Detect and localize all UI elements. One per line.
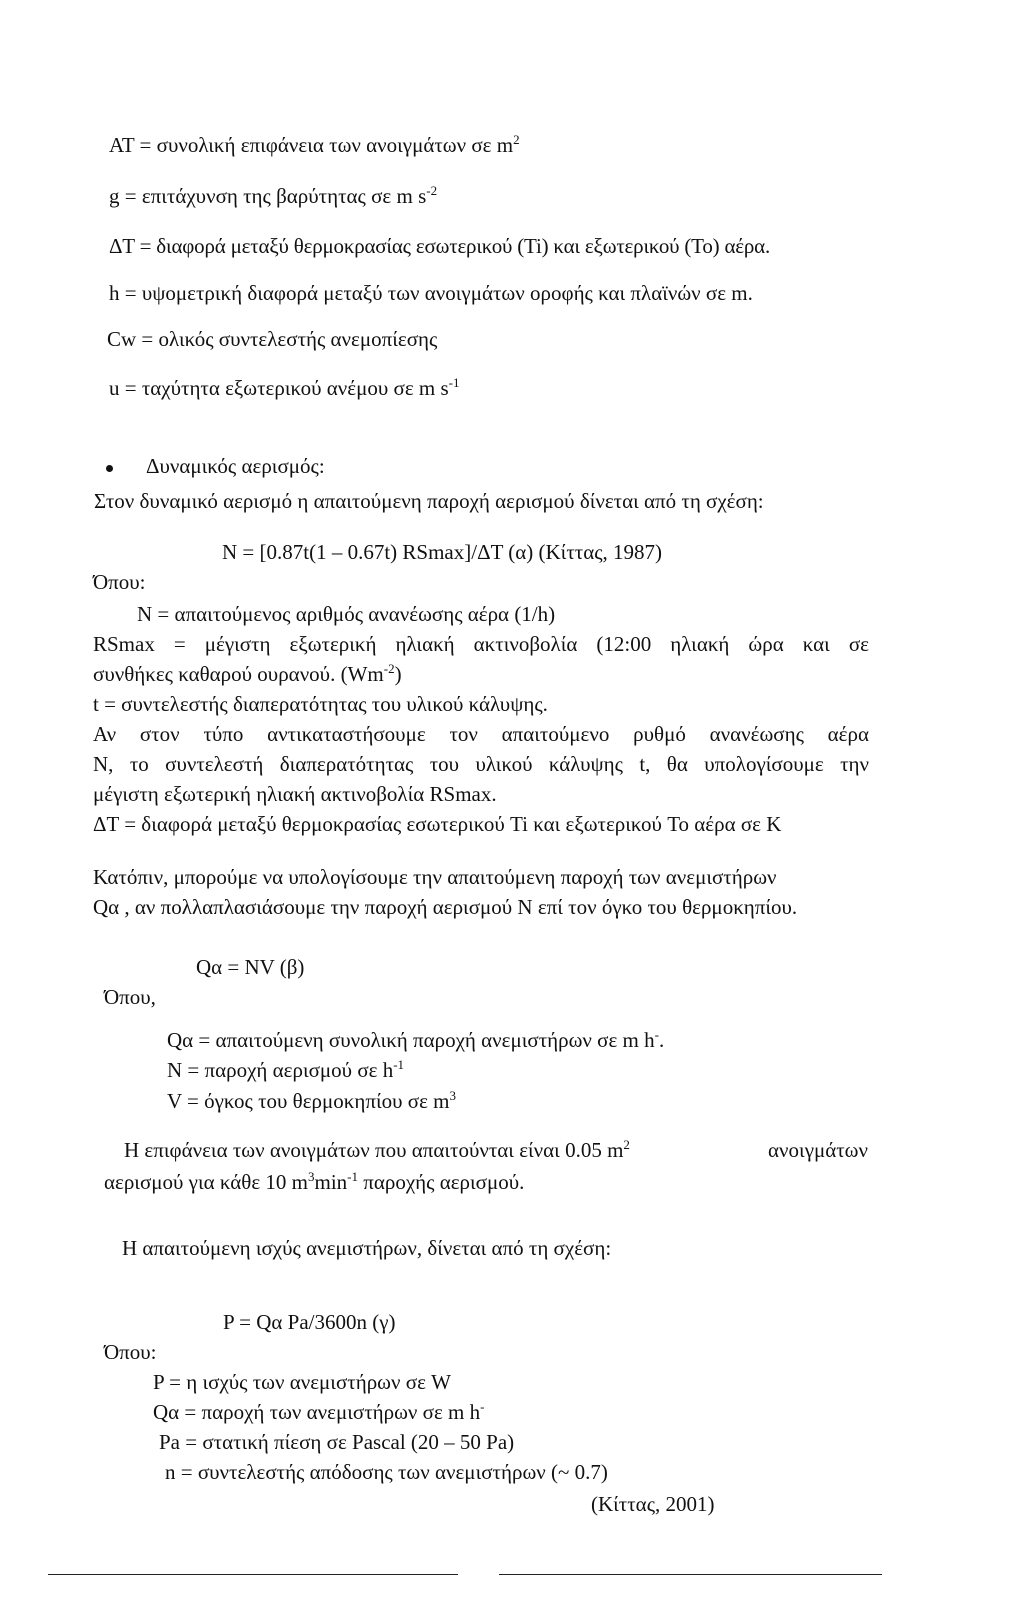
symbol-cw-definition: Cw = ολικός συντελεστής ανεμοπίεσης — [107, 327, 438, 351]
formula-c: P = Qα Pa/3600n (γ) — [223, 1310, 396, 1334]
definition-dt-kelvin: ΔT = διαφορά μεταξύ θερμοκρασίας εσωτερικού Ti και εξωτερικού To αέρα σε K — [93, 812, 782, 836]
where-label: Όπου: — [93, 570, 146, 594]
definition-p: P = η ισχύς των ανεμιστήρων σε W — [153, 1370, 451, 1394]
citation: (Κίττας, 2001) — [591, 1492, 715, 1516]
symbol-at-definition: AT = συνολική επιφάνεια των ανοιγμάτων σε $m^2$ — [109, 131, 520, 157]
definition-t: t = συντελεστής διαπερατότητας του υλικού κάλυψης. — [93, 692, 548, 716]
dynamic-ventilation-intro: Στον δυναμικό αερισμό η απαιτούμενη παροχή αερισμού δίνεται από τη σχέση: — [94, 489, 764, 513]
formula-a: N = [0.87t(1 – 0.67t) RSmax]/ΔT (α) (Κίττας, 1987) — [222, 540, 663, 564]
definition-n-efficiency: n = συντελεστής απόδοσης των ανεμιστήρων (~ 0.7) — [165, 1460, 608, 1484]
paragraph-line1: Αν στον τύπο αντικαταστήσουμε τον απαιτούμενο ρυθμό ανανέωσης αέρα — [93, 722, 869, 746]
symbol-dt-definition: ΔT = διαφορά μεταξύ θερμοκρασίας εσωτερικού (Ti) και εξωτερικού (To) αέρα. — [109, 234, 771, 258]
footer-rule-right — [499, 1574, 882, 1575]
symbol-u-definition: u = ταχύτητα εξωτερικού ανέμου σε m $s^{-1}$ — [109, 374, 460, 400]
openings-line1: Η επιφάνεια των ανοιγμάτων που απαιτούνται είναι 0.05 $m^2$ ανοιγμάτων — [124, 1136, 868, 1162]
paragraph-line2: N, το συντελεστή διαπερατότητας του υλικού κάλυψης t, θα υπολογίσουμε την — [93, 752, 869, 776]
definition-n: N = απαιτούμενος αριθμός ανανέωσης αέρα (1/h) — [137, 602, 556, 626]
formula-b: Qα = NV (β) — [196, 955, 305, 979]
where-label-2: Όπου, — [104, 985, 156, 1009]
where-label-3: Όπου: — [104, 1340, 157, 1364]
definition-n-flow: N = παροχή αερισμού σε $h^{-1}$ — [167, 1056, 405, 1082]
fan-flow-line1: Κατόπιν, μπορούμε να υπολογίσουμε την απαιτούμενη παροχή των ανεμιστήρων — [93, 865, 777, 889]
definition-rsmax-line2: συνθήκες καθαρού ουρανού. $(Wm^{-2})$ — [93, 660, 402, 686]
section-heading-dynamic-ventilation: Δυναμικός αερισμός: — [146, 454, 325, 478]
definition-pa: Pa = στατική πίεση σε Pascal (20 – 50 Pa) — [159, 1430, 515, 1454]
bullet-icon — [106, 465, 113, 472]
definition-v: V = όγκος του θερμοκηπίου σε $m^3$ — [167, 1087, 457, 1113]
symbol-g-definition: g = επιτάχυνση της βαρύτητας σε m $s^{-2}$ — [109, 182, 438, 208]
symbol-h-definition: h = υψομετρική διαφορά μεταξύ των ανοιγμάτων οροφής και πλαϊνών σε m. — [109, 281, 753, 305]
openings-line2: αερισμού για κάθε 10 $m^3\min^{-1}$ παροχής αερισμού. — [104, 1168, 525, 1194]
definition-rsmax-line1: RSmax = μέγιστη εξωτερική ηλιακή ακτινοβολία (12:00 ηλιακή ώρα και σε — [93, 632, 869, 656]
fan-flow-line2: Qα , αν πολλαπλασιάσουμε την παροχή αερισμού N επί τον όγκο του θερμοκηπίου. — [93, 895, 798, 919]
footer-rule-left — [48, 1574, 458, 1575]
definition-qa: Qα = απαιτούμενη συνολική παροχή ανεμιστήρων σε m h-. — [167, 1026, 665, 1052]
paragraph-line3: μέγιστη εξωτερική ηλιακή ακτινοβολία RSmax. — [93, 782, 497, 806]
definition-qa-fans: Qα = παροχή των ανεμιστήρων σε m h- — [153, 1398, 485, 1424]
fan-power-intro: Η απαιτούμενη ισχύς ανεμιστήρων, δίνεται από τη σχέση: — [122, 1236, 612, 1260]
